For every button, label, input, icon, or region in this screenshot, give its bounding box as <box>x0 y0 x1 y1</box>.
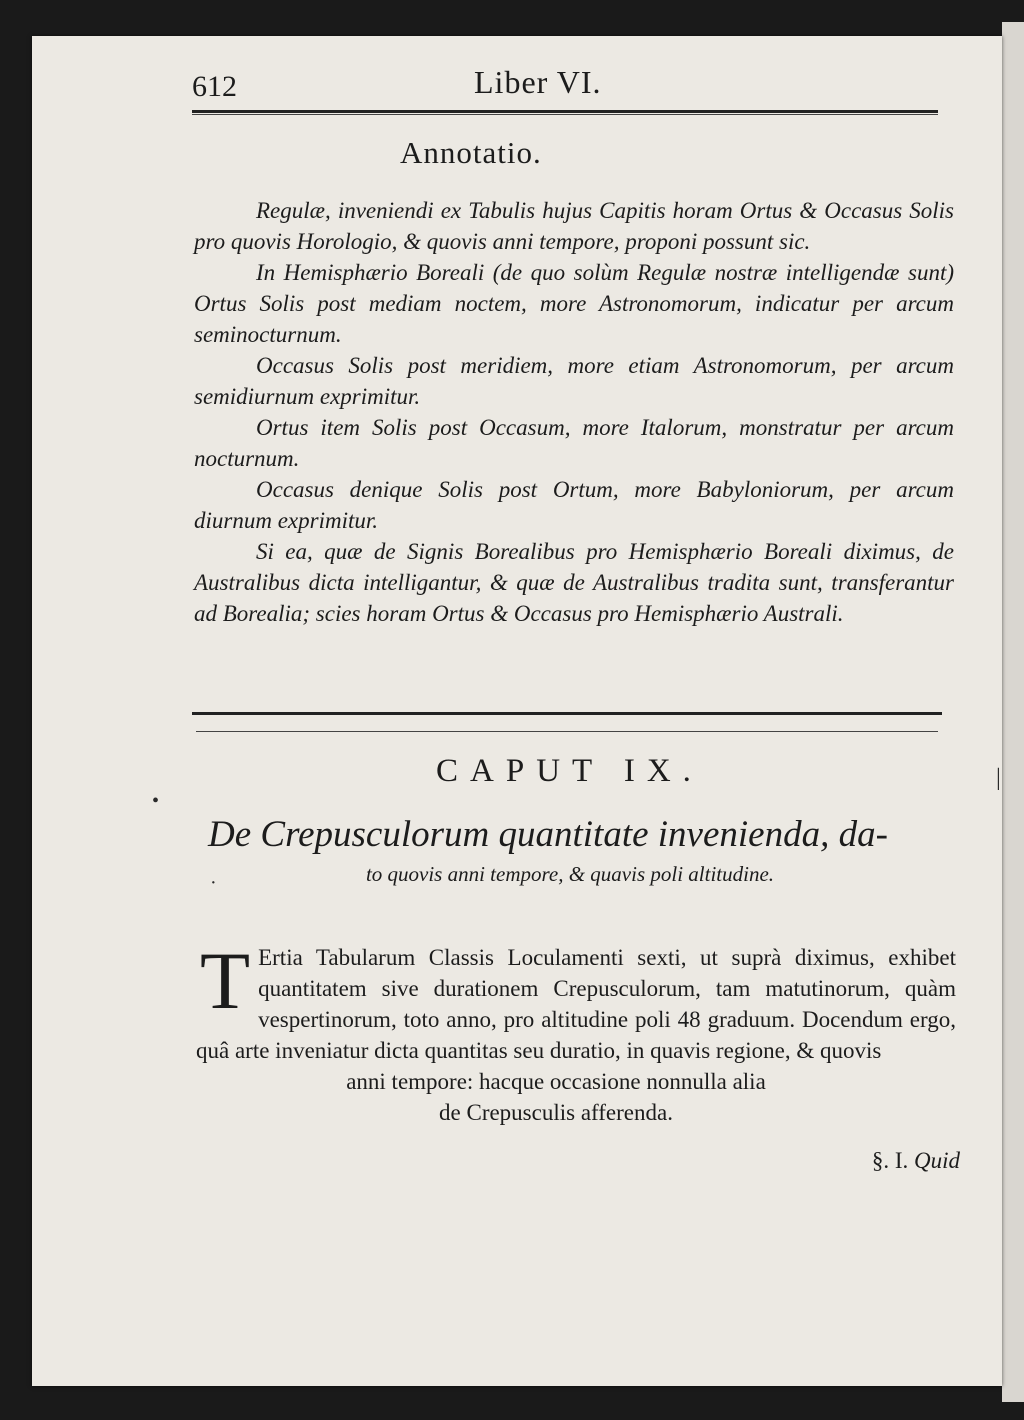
margin-mark: • <box>152 790 160 812</box>
body-closing-line: anni tempore: hacque occasione nonnulla alia <box>346 1069 766 1094</box>
chapter-subtitle: to quovis anni tempore, & quavis poli altitudine. <box>365 862 775 886</box>
chapter-title: De Crepusculorum quantitate invenienda, da- <box>208 814 888 855</box>
next-page-edge <box>1002 22 1024 1402</box>
body-paragraph: Ertia Tabularum Classis Loculamenti sexti, ut suprà diximus, exhibet quantitatem sive durationem Crepusculorum, tam matutinorum, quàm vespertinorum, toto anno, pro altitudine poli 48 graduum. Docendum ergo, quâ arte inveniatur dicta quantitas seu duratio, in quavis regione, & quovis <box>196 945 956 1063</box>
section-rule-thick <box>192 712 942 715</box>
margin-mark: · <box>210 872 217 894</box>
annotation-text <box>194 195 954 629</box>
annotation-paragraph: Occasus Solis post meridiem, more etiam Astronomorum, per arcum semidiurnum exprimitur. <box>194 353 954 409</box>
section-rule-thin <box>196 731 938 732</box>
running-title: Liber VI. <box>474 64 602 100</box>
header-rule <box>192 114 938 115</box>
catchword-section: §. I. <box>871 1148 909 1173</box>
annotation-paragraph: Si ea, quæ de Signis Borealibus pro Hemisphærio Boreali diximus, de Australibus dicta intelligantur, & quæ de Australibus tradita sunt, transferantur ad Borealia; scies horam Ortus & Occasus pro Hemisphærio Australi. <box>194 539 954 626</box>
body-closing-line: de Crepusculis afferenda. <box>439 1100 673 1125</box>
chapter-body <box>196 935 956 1128</box>
annotation-paragraph: Ortus item Solis post Occasum, more Italorum, monstratur per arcum nocturnum. <box>194 415 954 471</box>
drop-capital: T <box>200 935 251 1026</box>
annotation-title: Annotatio. <box>400 135 542 170</box>
catchword-word: Quid <box>914 1148 960 1173</box>
annotation-paragraph: In Hemisphærio Boreali (de quo solùm Regulæ nostræ intelligendæ sunt) Ortus Solis post mediam noctem, more Astronomorum, indicatur per arcum seminocturnum. <box>194 260 954 347</box>
page-header <box>192 60 938 113</box>
annotation-paragraph: Regulæ, inveniendi ex Tabulis hujus Capitis horam Ortus & Occasus Solis pro quovis Horologio, & quovis anni tempore, proponi possunt sic. <box>194 198 954 254</box>
page-number: 612 <box>192 70 237 103</box>
chapter-heading: CAPUT IX. <box>436 753 703 789</box>
catchword <box>830 1148 960 1174</box>
margin-mark: | <box>996 765 1001 791</box>
annotation-paragraph: Occasus denique Solis post Ortum, more Babyloniorum, per arcum diurnum exprimitur. <box>194 477 954 533</box>
